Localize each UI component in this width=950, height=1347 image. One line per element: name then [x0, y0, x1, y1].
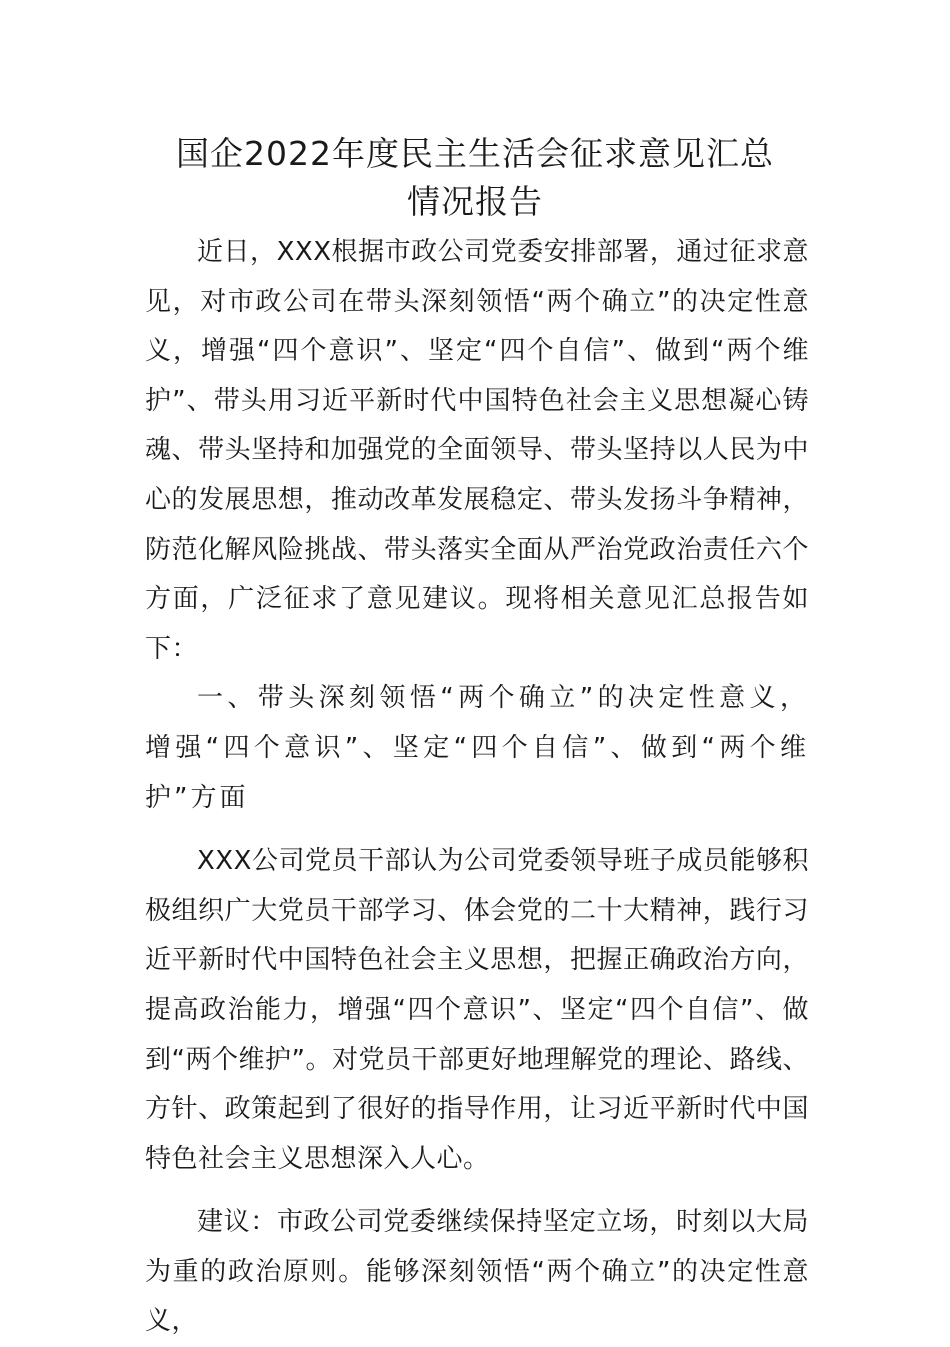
- section-1-heading: 一、带头深刻领悟“两个确立”的决定性意义，增强“四个意识”、坚定“四个自信”、做到“两个维护”方面: [145, 683, 809, 813]
- intro-paragraph: 近日，XXX根据市政公司党委安排部署，通过征求意见，对市政公司在带头深刻领悟“两个确立”的决定性意义，增强“四个意识”、坚定“四个自信”、做到“两个维护”、带头用习近平新时代中国特色社会主义思想凝心铸魂、带头坚持和加强党的全面领导、带头坚持以人民为中心的发展思想，推动改革发展稳定、带头发扬斗争精神，防范化解风险挑战、带头落实全面从严治党政治责任六个方面，广泛征求了意见建议。现将相关意见汇总报告如下：: [145, 237, 809, 664]
- document-title-line-2: 情况报告: [407, 182, 543, 221]
- suggestion-paragraph: 建议：市政公司党委继续保持坚定立场，时刻以大局为重的政治原则。能够深刻领悟“两个确立”的决定性意义，: [145, 1207, 809, 1337]
- document-title-line-1: 国企2022年度民主生活会征求意见汇总: [176, 134, 774, 173]
- section-1-paragraph: XXX公司党员干部认为公司党委领导班子成员能够积极组织广大党员干部学习、体会党的二十大精神，践行习近平新时代中国特色社会主义思想，把握正确政治方向，提高政治能力，增强“四个意识”、坚定“四个自信”、做到“两个维护”。对党员干部更好地理解党的理论、路线、方针、政策起到了很好的指导作用，让习近平新时代中国特色社会主义思想深入人心。: [145, 846, 809, 1174]
- document-body: [145, 228, 809, 1347]
